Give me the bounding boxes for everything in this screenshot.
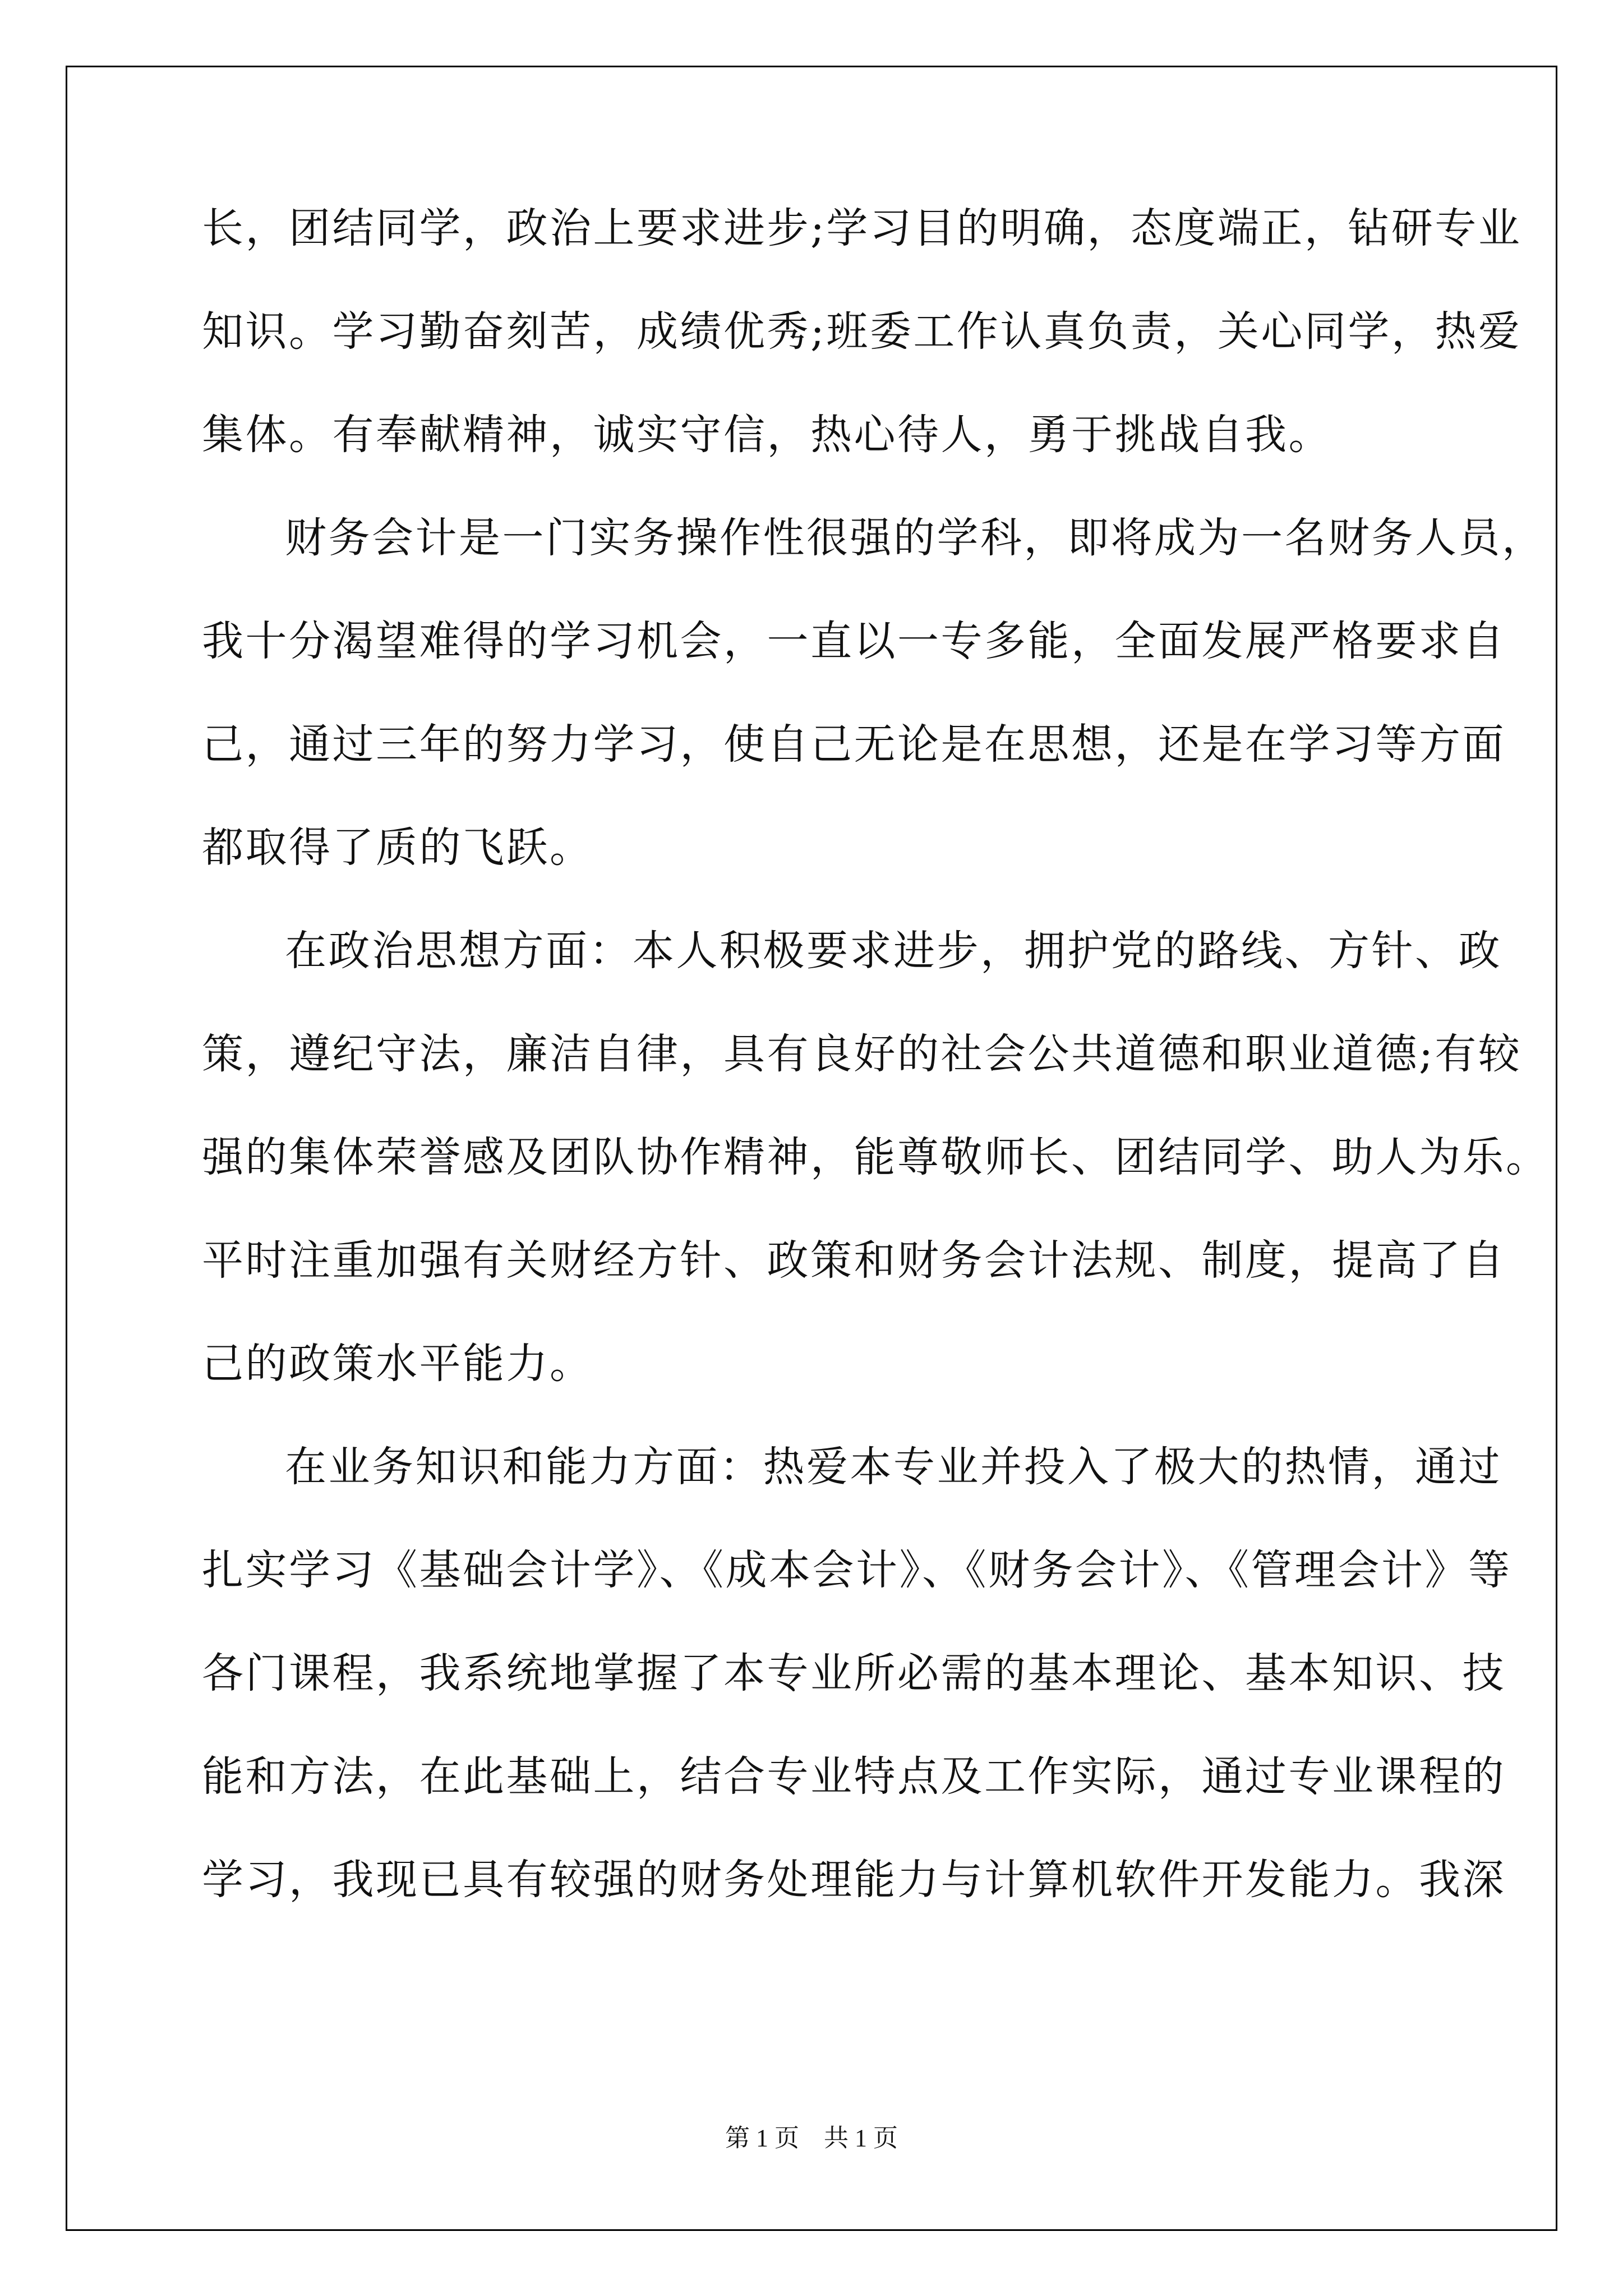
text-line: 己，通过三年的努力学习，使自己无论是在思想，还是在学习等方面 — [202, 720, 1506, 769]
page-number-footer: 第 1 页 共 1 页 — [725, 2124, 898, 2152]
text-line: 强的集体荣誉感及团队协作精神，能尊敬师长、团结同学、助人为乐。 — [202, 1133, 1550, 1181]
document-body — [202, 204, 1550, 1962]
text-line: 扎实学习《基础会计学》、《成本会计》、《财务会计》、《管理会计》等 — [202, 1546, 1512, 1594]
text-line: 知识。学习勤奋刻苦，成绩优秀;班委工作认真负责，关心同学，热爱 — [202, 307, 1522, 356]
text-line: 策，遵纪守法，廉洁自律，具有良好的社会公共道德和职业道德;有较 — [202, 1030, 1522, 1078]
text-line: 集体。有奉献精神，诚实守信，热心待人，勇于挑战自我。 — [202, 411, 1332, 459]
text-line: 长，团结同学，政治上要求进步;学习目的明确，态度端正，钻研专业 — [202, 204, 1522, 252]
text-line: 都取得了质的飞跃。 — [202, 823, 593, 872]
text-line: 平时注重加强有关财经方针、政策和财务会计法规、制度，提高了自 — [202, 1236, 1506, 1285]
text-line: 学习，我现已具有较强的财务处理能力与计算机软件开发能力。我深 — [202, 1856, 1506, 1904]
text-line: 在政治思想方面：本人积极要求进步，拥护党的路线、方针、政 — [285, 927, 1502, 975]
text-line: 能和方法，在此基础上，结合专业特点及工作实际，通过专业课程的 — [202, 1752, 1506, 1801]
text-line: 在业务知识和能力方面：热爱本专业并投入了极大的热情，通过 — [285, 1443, 1502, 1491]
text-line: 财务会计是一门实务操作性很强的学科，即将成为一名财务人员， — [285, 514, 1546, 562]
text-line: 我十分渴望难得的学习机会，一直以一专多能，全面发展严格要求自 — [202, 617, 1506, 665]
text-line: 各门课程，我系统地掌握了本专业所必需的基本理论、基本知识、技 — [202, 1649, 1506, 1697]
text-line: 己的政策水平能力。 — [202, 1340, 593, 1388]
